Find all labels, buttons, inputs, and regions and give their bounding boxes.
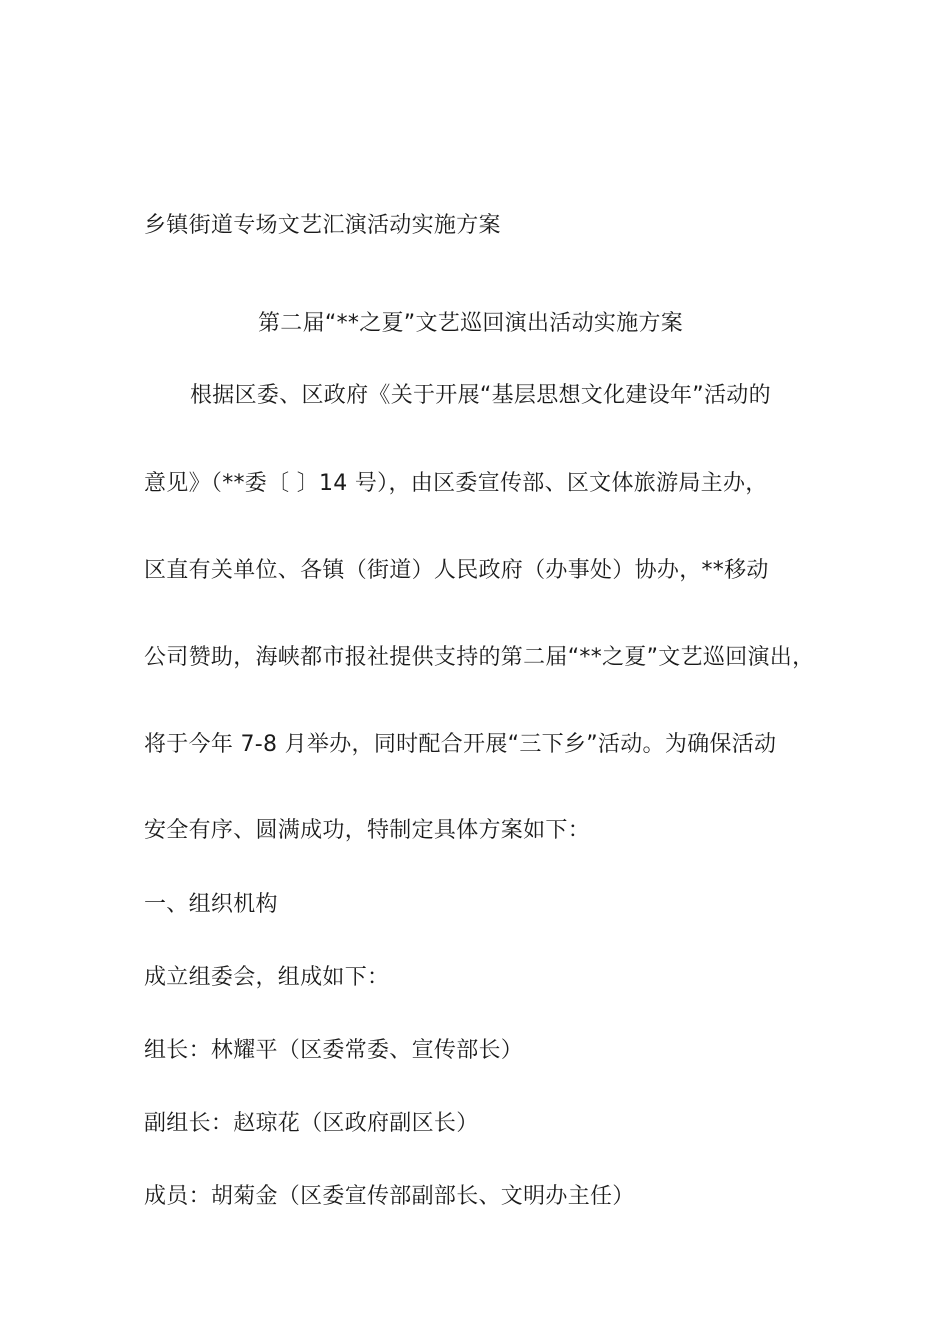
- paragraph-line: 安全有序、圆满成功，特制定具体方案如下：: [144, 818, 591, 843]
- paragraph-line: 公司赞助，海峡都市报社提供支持的第二届“**之夏”文艺巡回演出，: [144, 645, 815, 670]
- paragraph-line: 将于今年 7-8 月举办，同时配合开展“三下乡”活动。为确保活动: [144, 732, 777, 757]
- paragraph-line: 区直有关单位、各镇（街道）人民政府（办事处）协办，**移动: [144, 558, 769, 583]
- text-line: 成员：胡菊金（区委宣传部副部长、文明办主任）: [144, 1184, 635, 1209]
- text-line: 成立组委会，组成如下：: [144, 965, 390, 990]
- paragraph-line: 根据区委、区政府《关于开展“基层思想文化建设年”活动的: [190, 383, 771, 408]
- text-line: 组长：林耀平（区委常委、宣传部长）: [144, 1038, 524, 1063]
- section-heading: 一、组织机构: [144, 892, 278, 917]
- paragraph-line: 意见》（**委〔 〕14 号），由区委宣传部、区文体旅游局主办，: [144, 471, 768, 496]
- document-subtitle: 第二届“**之夏”文艺巡回演出活动实施方案: [258, 311, 684, 336]
- text-line: 副组长：赵琼花（区政府副区长）: [144, 1111, 479, 1136]
- document-title: 乡镇街道专场文艺汇演活动实施方案: [144, 213, 501, 238]
